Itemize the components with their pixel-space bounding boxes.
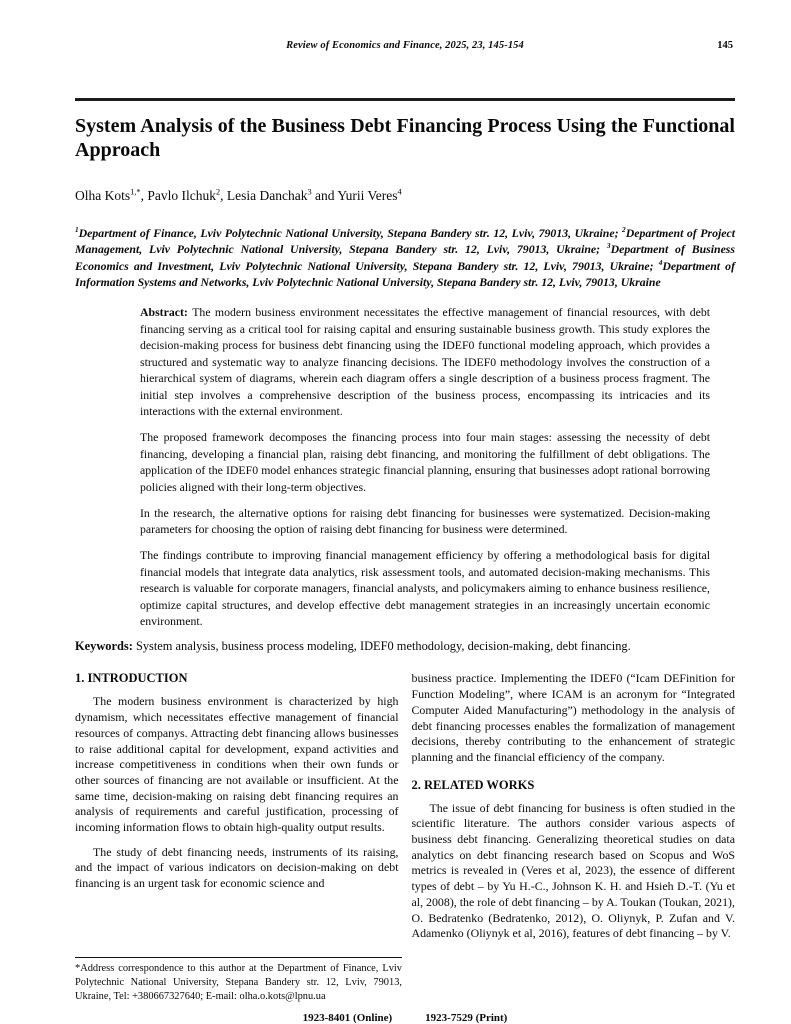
journal-citation-line: Review of Economics and Finance, 2025, 23, 145-154	[286, 40, 524, 51]
column-left	[75, 671, 399, 951]
author-name: Pavlo Ilchuk	[147, 187, 216, 203]
issn-print: 1923-7529 (Print)	[425, 1012, 508, 1024]
correspondence-footnote	[75, 957, 402, 1003]
abstract-paragraph: The proposed framework decomposes the financing process into four main stages: assessing the necessity of debt financing, developing a financial plan, raising debt financing, and monitoring the fulfillment of debt obligations. The application of the IDEF0 model enhances strategic financial planning, ensuring that businesses adopt rational borrowing policies aligned with their long-term objectives.	[140, 430, 710, 494]
page-header	[75, 40, 735, 55]
body-paragraph: business practice. Implementing the IDEF0 (“Icam DEFinition for Function Modeling”, where ICAM is an acronym for “Integrated Computer Aided Manufacturing”) methodology in the analysis of debt financing processes enables the formalization of management decisions, thereby contributing to the enhancement of strategic planning and the financial efficiency of the company.	[411, 671, 735, 764]
abstract-paragraph: In the research, the alternative options for raising debt financing for businesses were systematized. Decision-making parameters for choosing the option of raising debt financing for business were determined.	[140, 505, 710, 537]
author-name: Lesia Danchak	[226, 187, 308, 203]
abstract-label: Abstract:	[140, 305, 193, 320]
footnote-body: Address correspondence to this author at the Department of Finance, Lviv Polytechnic National University, Stepana Bandery str. 12, Lviv, 79013, Ukraine, Tel: +380667327640; E-mail: olha.o.kots@lpnu.ua	[75, 962, 402, 1002]
body-columns	[75, 671, 735, 951]
section-heading: 1. INTRODUCTION	[75, 671, 188, 686]
authors-line: Olha Kots$^{1,*}$, Pavlo Ilchuk$^2$, Lesia Danchak$^3$ and Yurii Veres$^4$	[75, 187, 402, 203]
footnote-divider	[75, 957, 402, 958]
affiliation-number: 1	[75, 224, 79, 234]
author-affiliation-ref: 2	[215, 187, 221, 197]
body-paragraph: The issue of debt financing for business is often studied in the scientific literature. The authors consider various aspects of business debt financing. Generalizing theoretical studies on data analytics on debt financing research based on Scopus and WoS metrics is revealed in (Veres et al, 2023), the essence of different types of debt – by Yu H.-C., Johnson K. H. and Hsieh D.-T. (Yu et al, 2008), the role of debt financing – by A. Toukan (Toukan, 2021), O. Bedratenko (Bedratenko, 2012), O. Oliynyk, P. Zufan and V. Adamenko (Oliynyk et al, 2016), features of debt financing – by V.	[411, 800, 735, 941]
body-paragraph: The study of debt financing needs, instruments of its raising, and the impact of various indicators on decision-making on debt financing is an urgent task for economic science and	[75, 844, 399, 891]
affiliations: $^1$Department of Finance, Lviv Polytechnic National University, Stepana Bandery str. 12, Lviv, 79013, Ukraine; $^2$Department of Project Management, Lviv Polytechnic National University, Stepana Bandery str. 12, Lviv, 79013, Ukraine; $^3$Department of Business Economics and Investment, Lviv Polytechnic National University, Stepana Bandery str. 12, Lviv, 79013, Ukraine; $^4$Department of Information Systems and Networks, Lviv Polytechnic National University, Stepana Bandery str. 12, Lviv, 79013, Ukraine	[75, 224, 736, 289]
affiliation-number: 2	[622, 224, 626, 234]
affiliation-number: 4	[658, 257, 663, 267]
issn-footer	[75, 1012, 735, 1024]
column-right	[412, 671, 736, 951]
section-heading: 2. RELATED WORKS	[411, 777, 535, 792]
keywords-line	[75, 639, 735, 654]
author-affiliation-ref: 1,*	[130, 187, 141, 197]
article-title: System Analysis of the Business Debt Financing Process Using the Functional Approach	[75, 115, 735, 162]
abstract-paragraph: The findings contribute to improving financial management efficiency by offering a methodological basis for digital financial models that integrate data analytics, risk assessment tools, and automated decision-making mechanisms. This research is valuable for corporate managers, financial analysts, and policymakers aiming to enhance business resilience, optimize capital structures, and develop effective debt management strategies in an increasingly uncertain economic environment.	[140, 548, 710, 629]
header-rule	[75, 98, 735, 101]
keywords-text: System analysis, business process modeling, IDEF0 methodology, decision-making, debt financing.	[135, 639, 631, 654]
author-name: Olha Kots	[75, 187, 131, 203]
issn-online: 1923-8401 (Online)	[302, 1012, 393, 1024]
body-paragraph: The modern business environment is characterized by high dynamism, which necessitates effective management of financial resources of companys. Attracting debt financing allows businesses to raise additional capital for development, expand activities and increase competitiveness in conditions when their own funds or other sources of financing are not available or insufficient. At the same time, decision-making on raising debt financing requires an analysis of requirements and careful justification, processing of incoming information flows to obtain high-quality output results.	[75, 694, 399, 835]
page-number: 145	[717, 40, 733, 51]
abstract-block	[140, 304, 710, 630]
author-affiliation-ref: 4	[397, 187, 402, 197]
footnote-marker: *	[75, 962, 81, 974]
author-affiliation-ref: 3	[307, 187, 312, 197]
footnote-text	[75, 962, 402, 1003]
keywords-label: Keywords:	[75, 639, 133, 654]
affiliation-number: 3	[606, 241, 611, 251]
abstract-paragraph: Abstract: The modern business environment necessitates the effective management of financial resources, with debt financing serving as a critical tool for raising capital and ensuring sustainable business growth. This study explores the decision-making process for business debt financing using the IDEF0 functional modeling approach, which provides a structured and systematic way to analyze financing decisions. The IDEF0 methodology involves the construction of a hierarchical system of diagrams, wherein each diagram offers a single description of a business process fragment. The initial step involves a comprehensive description of the business process, encompassing its intricacies and its interactions with the external environment.	[140, 305, 711, 419]
author-name: Yurii Veres	[337, 187, 398, 203]
